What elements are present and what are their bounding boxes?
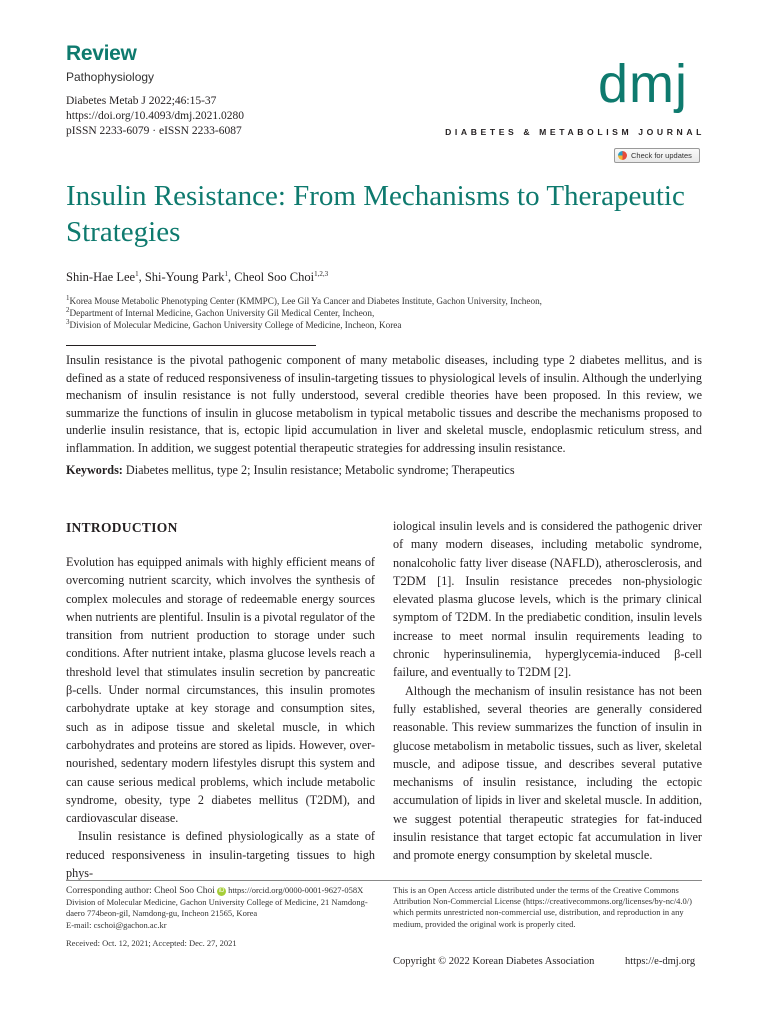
affiliation-2: $^2$Department of Internal Medicine, Gachon University Gil Medical Center, Incheon,: [66, 306, 375, 319]
license-notice: This is an Open Access article distributed under the terms of the Creative Commons Attribution Non-Commercial License (https://creativecommons.org/licenses/by-nc/4.0/) which permits unrestricted non-commercial use, distribution, and reproduction in any medium, provided the original work is properly cited.: [393, 885, 692, 929]
corresponding-author: [66, 885, 381, 949]
paragraph: Although the mechanism of insulin resistance has not been fully established, several theories are generally considered reasonable. This review summarizes the function of insulin in glucose metabolism in metabolic tissues, such as liver, skeletal muscle, and adipose tissue, and describes several putative mechanisms of insulin resistance, including the ectopic accumulation of lipids in liver and skeletal muscle. In addition, we suggest potential therapeutic strategies for fat-induced insulin resistance that target ectopic fat accumulation in liver and promote energy consumption by skeletal muscle.: [393, 683, 702, 863]
crossmark-icon: [618, 151, 627, 160]
author-affil-sup: 1: [224, 270, 228, 278]
author-affil-sup: 1,2,3: [314, 270, 329, 278]
orcid-icon: iD: [218, 887, 225, 894]
article-title: Insulin Resistance: From Mechanisms to Therapeutic Strategies: [66, 180, 685, 248]
doi-link[interactable]: https://doi.org/10.4093/dmj.2021.0280: [66, 110, 245, 122]
footer-divider: [66, 880, 702, 881]
citation: Diabetes Metab J 2022;46:15-37: [66, 95, 217, 107]
journal-logo: dmj: [598, 54, 689, 114]
keywords: [66, 463, 702, 478]
received-dates: Received: Oct. 12, 2021; Accepted: Dec. 27, 2021: [66, 937, 237, 948]
author-name[interactable]: Cheol Soo Choi: [234, 270, 315, 285]
left-column: [66, 553, 375, 882]
journal-name: DIABETES & METABOLISM JOURNAL: [445, 127, 705, 137]
section-heading: INTRODUCTION: [66, 520, 178, 535]
orcid-link[interactable]: https://orcid.org/0000-0001-9627-058X: [228, 885, 364, 895]
author-name[interactable]: Shin-Hae Lee: [66, 270, 136, 285]
paragraph: Evolution has equipped animals with highly efficient means of overcoming nutrient scarcity, which involves the synthesis of complex molecules and storage of redeemable energy sources when nutrients are plentiful. Insulin is a pivotal regulator of the transition from nutrient production to storage under such conditions. After nutrient intake, plasma glucose levels reach a threshold level that stimulates insulin secretion by pancreatic β-cells. Under normal circumstances, this insulin promotes carbohydrate uptake at key storage and consumption sites, such as in adipose tissue and skeletal muscle, in which carbohydrates and proteins are stored as lipids. However, over-nourished, sedentary modern lifestyles disrupt this system and can cause serious medical problems, which include metabolic syndrome, obesity, type 2 diabetes mellitus (T2DM), and cardiovascular disease.: [66, 555, 376, 826]
affiliation-3: $^3$Division of Molecular Medicine, Gachon University College of Medicine, Incheon, Korea: [66, 318, 402, 331]
check-for-updates-button[interactable]: [614, 148, 700, 163]
subject-category: Pathophysiology: [66, 70, 155, 84]
affiliation-1: $^1$Korea Mouse Metabolic Phenotyping Center (KMMPC), Lee Gil Ya Cancer and Diabetes Institute, Gachon University, Incheon,: [66, 294, 542, 307]
right-column: [393, 517, 702, 865]
copyright: Copyright © 2022 Korean Diabetes Association: [393, 956, 595, 967]
issn: pISSN 2233-6079 · eISSN 2233-6087: [66, 125, 242, 137]
author-name[interactable]: Shi-Young Park: [144, 270, 225, 285]
author-affil-sup: 1: [135, 270, 139, 278]
divider: [66, 345, 316, 346]
author-list: Shin-Hae Lee$^1$, Shi-Young Park$^1$, Cheol Soo Choi$^{1,2,3}$: [66, 270, 329, 285]
journal-url[interactable]: https://e-dmj.org: [625, 956, 696, 967]
author-email[interactable]: E-mail: cschoi@gachon.ac.kr: [66, 919, 167, 930]
corresponding-label: Corresponding author: Cheol Soo Choi: [66, 886, 215, 896]
article-type: Review: [66, 42, 137, 65]
abstract: Insulin resistance is the pivotal pathogenic component of many metabolic diseases, including type 2 diabetes mellitus, and is defined as a state of reduced responsiveness of insulin-targeting tissues to physiological levels of insulin. Although the underlying mechanism of insulin resistance is not fully understood, several credible theories have been proposed. In this review, we summarize the functions of insulin in glucose metabolism in typical metabolic tissues and describe the mechanisms proposed to underlie insulin resistance, that is, ectopic lipid accumulation in liver and skeletal muscle, endoplasmic reticulum stress, and inflammation. In addition, we suggest potential therapeutic strategies for addressing insulin resistance.: [66, 353, 702, 455]
paragraph: Insulin resistance is defined physiologically as a state of reduced responsiveness in insulin-targeting tissues to high phys-: [66, 829, 375, 881]
keywords-text: Diabetes mellitus, type 2; Insulin resistance; Metabolic syndrome; Therapeutics: [122, 463, 515, 477]
paragraph: iological insulin levels and is considered the pathogenic driver of many modern diseases, including metabolic syndrome, nonalcoholic fatty liver disease (NAFLD), atherosclerosis, and T2DM [1]. Insulin resistance precedes non-physiologic elevated plasma glucose levels, which is the primary clinical symptom of T2DM. In the prediabetic condition, insulin levels increase to meet normal insulin requirements leading to chronic hyperinsulinemia, hyperglycemia-induced β-cell failure, and eventually to T2DM [2].: [393, 519, 702, 680]
check-for-updates-label: Check for updates: [631, 151, 692, 160]
author-address: Division of Molecular Medicine, Gachon University College of Medicine, 21 Namdong-daero 774beon-gil, Namdong-gu, Incheon 21565, Korea: [66, 897, 368, 919]
keywords-label: Keywords:: [66, 463, 123, 477]
